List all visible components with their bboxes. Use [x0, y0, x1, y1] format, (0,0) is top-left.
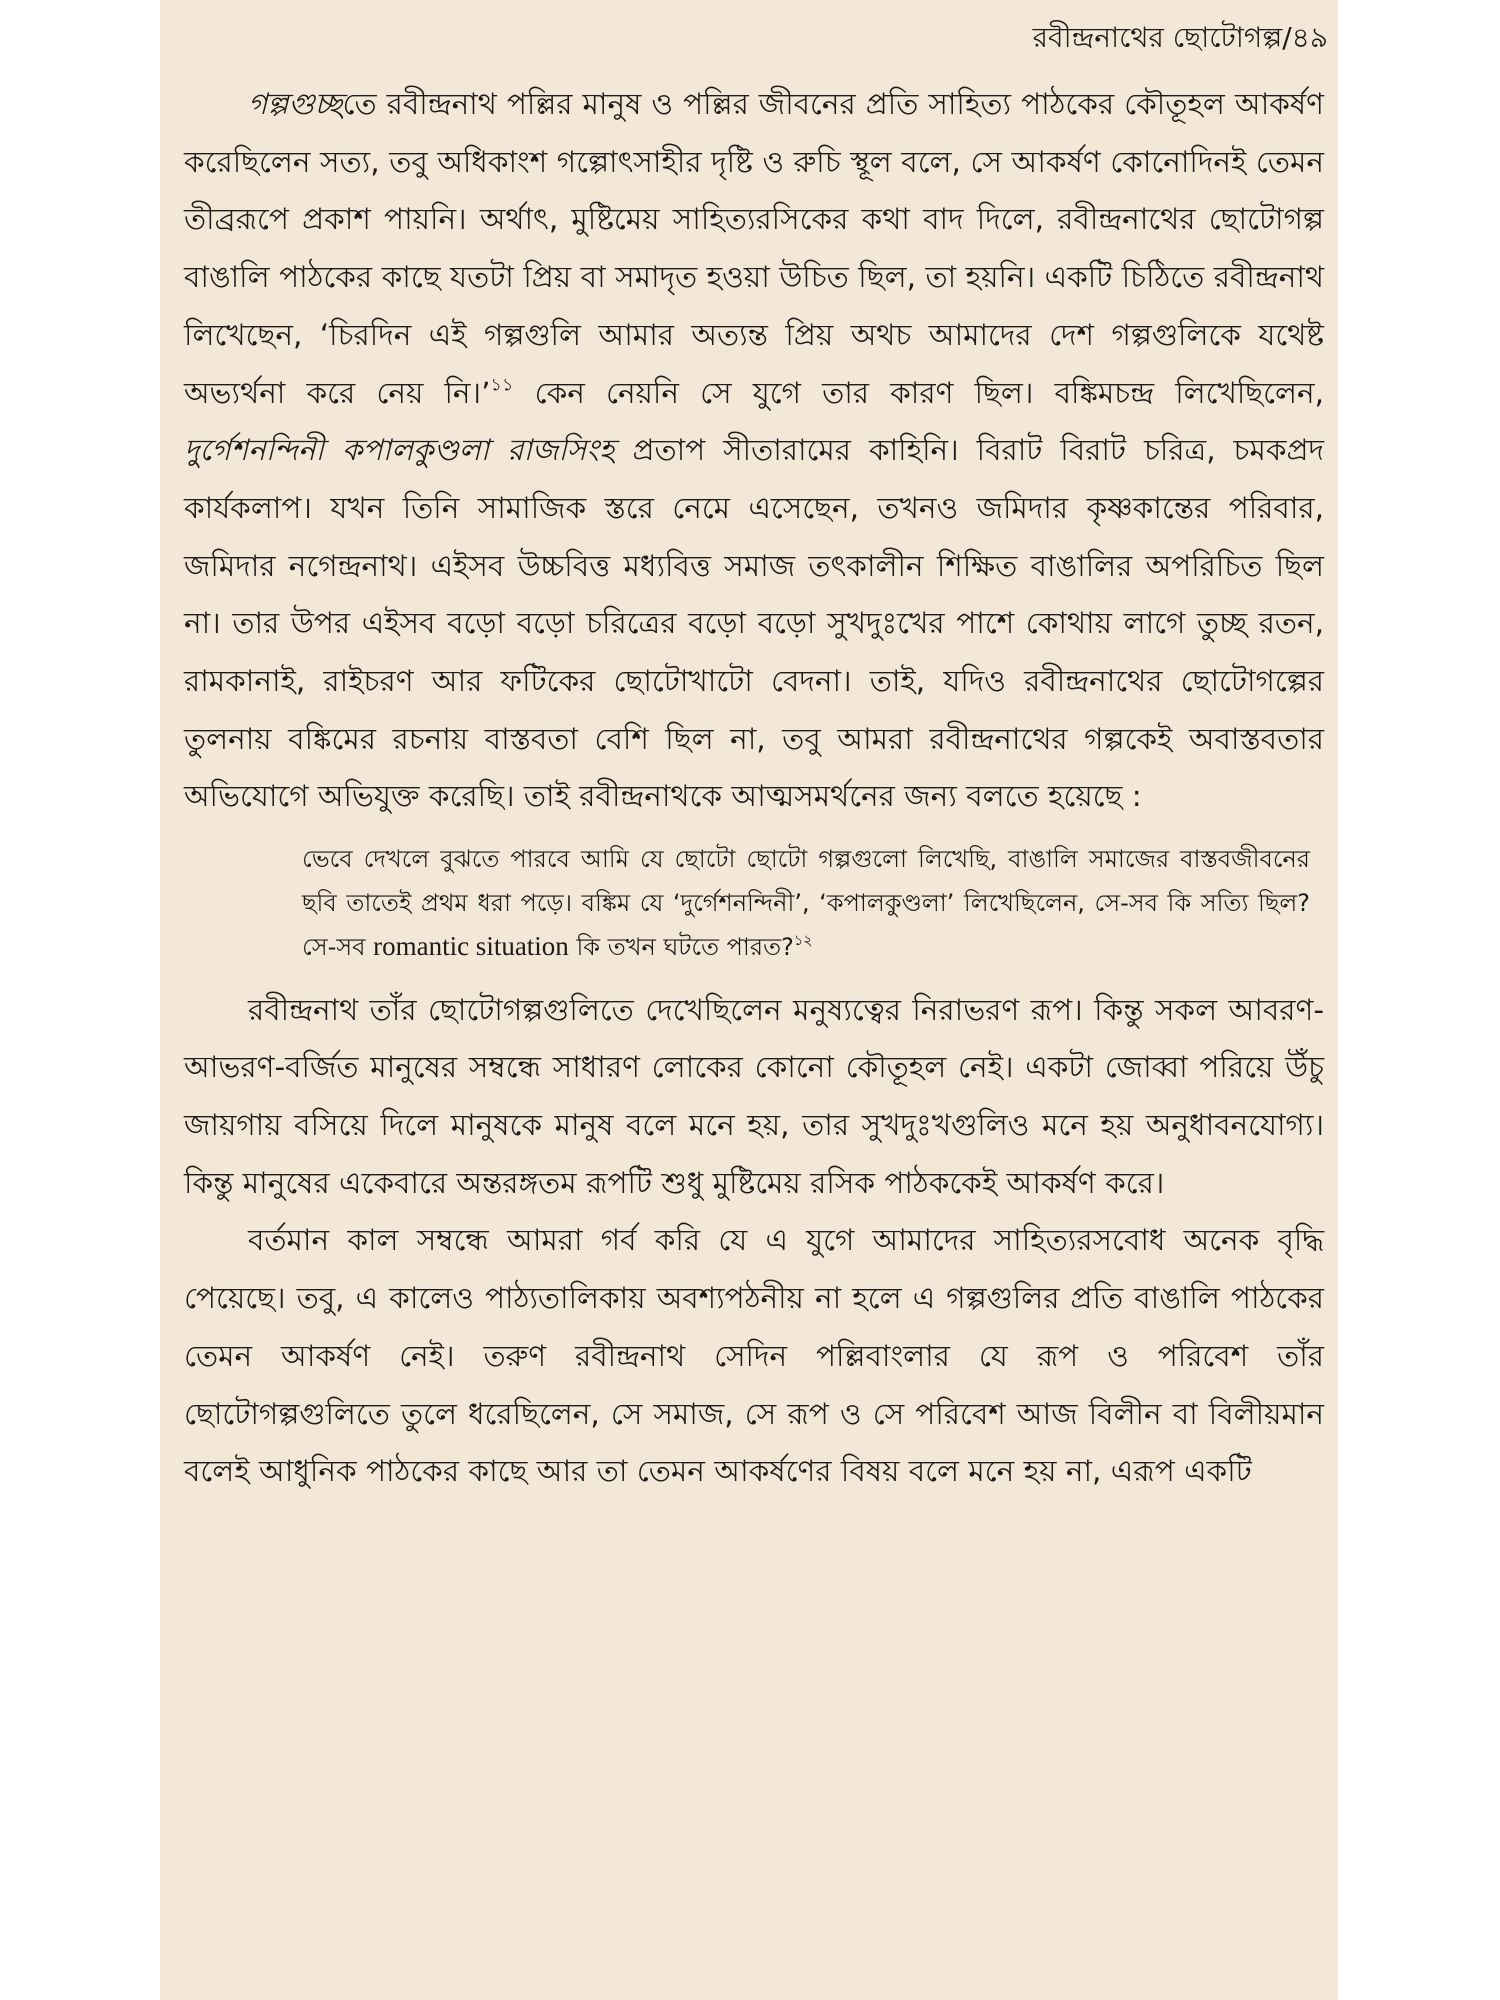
- paragraph-1-text-b: কেন নেয়নি সে যুগে তার কারণ ছিল। বঙ্কিমচন্দ্র লিখেছিলেন,: [513, 375, 1324, 410]
- running-head: রবীন্দ্রনাথের ছোটোগল্প/৪৯: [1032, 21, 1328, 54]
- paragraph-3: বর্তমান কাল সম্বন্ধে আমরা গর্ব করি যে এ যুগে আমাদের সাহিত্যরসবোধ অনেক বৃদ্ধি পেয়েছে। তবু, এ কালেও পাঠ্যতালিকায় অবশ্যপঠনীয় না হলে এ গল্পগুলির প্রতি বাঙালি পাঠকের তেমন আকর্ষণ নেই। তরুণ রবীন্দ্রনাথ সেদিন পল্লিবাংলার যে রূপ ও পরিবেশ তাঁর ছোটোগল্পগুলিতে তুলে ধরেছিলেন, সে সমাজ, সে রূপ ও সে পরিবেশ আজ বিলীন বা বিলীয়মান বলেই আধুনিক পাঠকের কাছে আর তা তেমন আকর্ষণের বিষয় বলে মনে হয় না, এরূপ একটি: [184, 1223, 1324, 1489]
- quote-english-phrase: romantic situation: [373, 931, 569, 962]
- book-page: [160, 0, 1338, 2000]
- footnote-ref-12: ১২: [793, 933, 813, 950]
- paragraph-1: [184, 76, 1324, 826]
- quote-text-b: কি তখন ঘটতে পারত?: [568, 933, 794, 962]
- footnote-ref-11: ১১: [490, 375, 514, 396]
- quote-text-a: ভেবে দেখলে বুঝতে পারবে আমি যে ছোটো ছোটো গল্পগুলো লিখেছি, বাঙালি সমাজের বাস্তবজীবনের ছবি তাতেই প্রথম ধরা পড়ে। বঙ্কিম যে ‘দুর্গেশনন্দিনী’, ‘কপালকুণ্ডলা’ লিখেছিলেন, সে-সব কি সত্যি ছিল? সে-সব: [302, 845, 1310, 962]
- paragraph-1-text-c: প্রতাপ সীতারামের কাহিনি। বিরাট বিরাট চরিত্র, চমকপ্রদ কার্যকলাপ। যখন তিনি সামাজিক স্তরে নেমে এসেছেন, তখনও জমিদার কৃষ্ণকান্তের পরিবার, জমিদার নগেন্দ্রনাথ। এইসব উচ্চবিত্ত মধ্যবিত্ত সমাজ তৎকালীন শিক্ষিত বাঙালির অপরিচিত ছিল না। তার উপর এইসব বড়ো বড়ো চরিত্রের বড়ো বড়ো সুখদুঃখের পাশে কোথায় লাগে তুচ্ছ রতন, রামকানাই, রাইচরণ আর ফটিকের ছোটোখাটো বেদনা। তাই, যদিও রবীন্দ্রনাথের ছোটোগল্পের তুলনায় বঙ্কিমের রচনায় বাস্তবতা বেশি ছিল না, তবু আমরা রবীন্দ্রনাথের গল্পকেই অবাস্তবতার অভিযোগে অভিযুক্ত করেছি। তাই রবীন্দ্রনাথকে আত্মসমর্থনের জন্য বলতে হয়েছে :: [184, 433, 1325, 814]
- block-quote: [302, 838, 1310, 970]
- paragraph-2: রবীন্দ্রনাথ তাঁর ছোটোগল্পগুলিতে দেখেছিলেন মনুষ্যত্বের নিরাভরণ রূপ। কিন্তু সকল আবরণ-আভরণ-বর্জিত মানুষের সম্বন্ধে সাধারণ লোকের কোনো কৌতূহল নেই। একটা জোব্বা পরিয়ে উঁচু জায়গায় বসিয়ে দিলে মানুষকে মানুষ বলে মনে হয়, তার সুখদুঃখগুলিও মনে হয় অনুধাবনযোগ্য। কিন্তু মানুষের একেবারে অন্তরঙ্গতম রূপটি শুধু মুষ্টিমেয় রসিক পাঠককেই আকর্ষণ করে।: [184, 992, 1324, 1200]
- book-title-italic: গল্পগুচ্ছ: [248, 87, 343, 121]
- paragraph-1-text-a: তে রবীন্দ্রনাথ পল্লির মানুষ ও পল্লির জীবনের প্রতি সাহিত্য পাঠকের কৌতূহল আকর্ষণ করেছিলেন সত্য, তবু অধিকাংশ গল্পোৎসাহীর দৃষ্টি ও রুচি স্থূল বলে, সে আকর্ষণ কোনোদিনই তেমন তীব্ররূপে প্রকাশ পায়নি। অর্থাৎ, মুষ্টিমেয় সাহিত্যরসিকের কথা বাদ দিলে, রবীন্দ্রনাথের ছোটোগল্প বাঙালি পাঠকের কাছে যতটা প্রিয় বা সমাদৃত হওয়া উচিত ছিল, তা হয়নি। একটি চিঠিতে রবীন্দ্রনাথ লিখেছেন, ‘চিরদিন এই গল্পগুলি আমার অত্যন্ত প্রিয় অথচ আমাদের দেশ গল্পগুলিকে যথেষ্ট অভ্যর্থনা করে নেয় নি।’: [184, 87, 1324, 410]
- page-body: [184, 76, 1324, 1501]
- novel-titles-italic: দুর্গেশনন্দিনী কপালকুণ্ডলা রাজসিংহ: [184, 433, 615, 468]
